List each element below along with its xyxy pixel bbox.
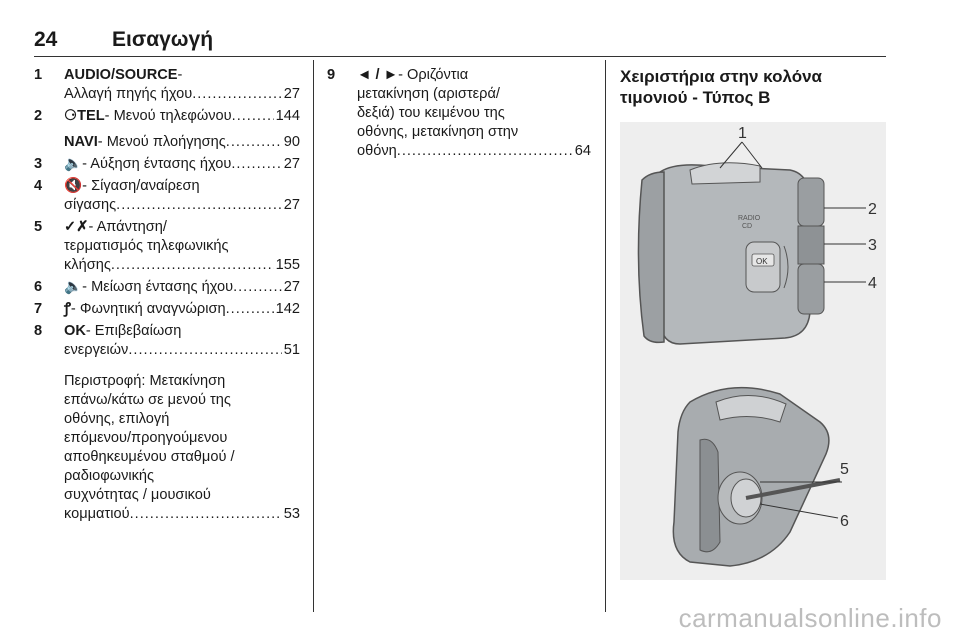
item-text: τερματισμός τηλεφωνικής [64,238,229,254]
phone-icon: ⚆ [64,108,78,124]
item-text: - Αύξηση έντασης ήχου [82,156,232,172]
page-ref: 144 [275,108,300,124]
steering-controls-illustration [620,122,886,580]
item-text: ενεργειών [64,342,129,358]
item-text: - Φωνητική αναγνώριση [70,301,226,317]
rotation-paragraph: Περιστροφή: Μετακίνηση επάνω/κάτω σε μενού της οθόνης, επιλογή επόμενου/προηγούμενου αποθηκευμένου σταθμού / ραδιοφωνικής συχνότητας / μουσικού κομματιού ..... 53 [34,372,300,524]
callout-4: 4 [868,275,877,292]
column-divider-1 [313,60,314,612]
mute-icon: 🔇 [64,178,83,194]
item-text: - Σίγαση/αναίρεση [82,178,200,194]
list-item [34,300,300,319]
list-item [34,218,300,275]
column-divider-2 [605,60,606,612]
callout-3: 3 [868,237,877,254]
item-text: - [177,67,183,83]
item-number: 3 [34,156,43,172]
column-2 [327,66,591,164]
callout-6: 6 [840,513,849,530]
list-item [34,278,300,297]
item-number: 2 [34,108,43,124]
cd-label: CD [742,223,753,230]
item-text: σίγασης [64,197,117,213]
section-title: Εισαγωγή [112,28,214,51]
page-ref: 27 [283,279,300,295]
page-ref: 53 [283,506,300,522]
page-ref: 27 [283,197,300,213]
ok-button-label: OK [756,257,768,266]
item-label: OK [64,323,86,339]
item-text: κλήσης [64,257,111,273]
page-header [34,28,886,54]
radio-label: RADIO [738,215,761,222]
column-1 [34,66,300,527]
figure-title: Χειριστήρια στην κολόνα τιμονιού - Τύπος B [620,67,822,107]
page-number: 24 [34,28,58,51]
list-item [34,66,300,104]
item-number: 9 [327,67,336,83]
volume-down-icon: 🔈 [64,279,83,295]
item-number: 5 [34,219,43,235]
item-label: AUDIO/SOURCE [64,67,178,83]
item-number: 1 [34,67,43,83]
watermark: carmanualsonline.info [678,603,942,633]
page-ref: 27 [283,86,300,102]
page-ref: 155 [275,257,300,273]
steering-column-controls-figure [620,122,886,580]
page-ref: 51 [283,342,300,358]
item-text: - Μείωση έντασης ήχου [82,279,234,295]
item-text: - Απάντηση/ [88,219,167,235]
callout-1: 1 [738,125,747,142]
page-ref: 142 [275,301,300,317]
list-item [34,155,300,174]
answer-hangup-icon: ✓✗ [64,219,89,235]
list-item [34,322,300,360]
voice-recognition-icon: ꝭ [64,301,71,317]
list-item: 9 ◄ / ► - Οριζόντια μετακίνηση (αριστερά/ δεξιά) του κειμένου της οθόνης, μετακίνηση στην οθόνη ..... 64 [327,66,591,161]
list-item [34,133,300,152]
item-text: - Μενού τηλεφώνου [104,108,232,124]
left-right-arrows-icon: ◄ / ► [357,67,399,83]
item-text: Αλλαγή πηγής ήχου [64,86,193,102]
callout-5: 5 [840,461,849,478]
header-rule [34,56,886,57]
list-item [34,177,300,215]
item-text: - Μενού πλοήγησης [97,134,226,150]
page-ref: 90 [283,134,300,150]
item-number: 6 [34,279,43,295]
callout-2: 2 [868,201,877,218]
page-ref: 27 [283,156,300,172]
item-text: - Επιβεβαίωση [85,323,182,339]
volume-up-icon: 🔈 [64,156,83,172]
item-number: 4 [34,178,43,194]
item-label: NAVI [64,134,98,150]
item-label: TEL [77,108,105,124]
item-number: 7 [34,301,43,317]
item-number: 8 [34,323,43,339]
page-ref: 64 [574,143,591,159]
list-item [34,107,300,126]
